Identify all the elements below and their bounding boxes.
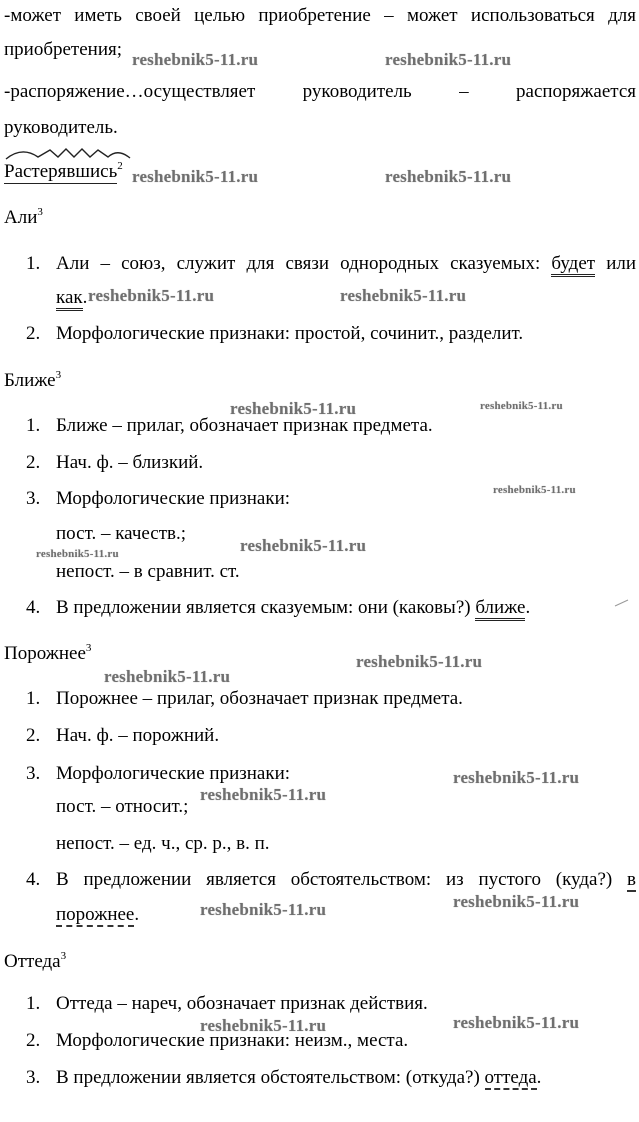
blizhe-item-3-sub-1: пост. – качеств.; [56, 523, 187, 544]
watermark: reshebnik5-11.ru [453, 768, 580, 787]
porozhnee-item-1 [26, 687, 463, 711]
heading-porozhnee [4, 642, 91, 666]
ali-item-2-text: Морфологические признаки: простой, сочинит., разделит. [56, 323, 524, 344]
intro-line-4: руководитель. [4, 117, 118, 138]
otteda-item-3-word: оттеда [484, 1067, 537, 1088]
word-rasteryavshis-mark: 2 [117, 160, 123, 172]
porozhnee-item-3-num: 3. [26, 763, 41, 784]
otteda-item-3 [26, 1066, 541, 1090]
ali-item-1-text: Али – союз, служит для связи однородных сказуемых: [56, 253, 541, 274]
otteda-item-2-text: Морфологические признаки: неизм., места. [56, 1030, 409, 1051]
ali-item-1-end: . [82, 287, 88, 308]
ali-item-1-word-budet: будет [551, 253, 595, 277]
heading-otteda [4, 950, 66, 974]
heading-otteda-mark: 3 [60, 950, 67, 962]
porozhnee-item-4-end: . [134, 904, 140, 925]
watermark: reshebnik5-11.ru [385, 50, 512, 69]
porozhnee-item-3-text: Морфологические признаки: [56, 763, 291, 784]
watermark: reshebnik5-11.ru [230, 399, 357, 418]
otteda-item-1 [26, 992, 428, 1016]
watermark: reshebnik5-11.ru [340, 286, 467, 305]
blizhe-item-4-text: В предложении является сказуемым: они (каковы?) [56, 597, 471, 618]
ali-item-1-mid: или [606, 253, 637, 274]
porozhnee-item-2-num: 2. [26, 725, 41, 746]
otteda-item-1-text: Оттеда – нареч, обозначает признак действия. [56, 993, 428, 1014]
heading-otteda-text: Оттеда [4, 951, 61, 972]
watermark: reshebnik5-11.ru [104, 667, 231, 686]
heading-ali-mark: 3 [37, 206, 43, 218]
watermark: reshebnik5-11.ru [200, 1016, 327, 1035]
heading-porozhnee-mark: 3 [85, 642, 92, 654]
ali-item-2-num: 2. [26, 323, 41, 344]
watermark: reshebnik5-11.ru [36, 548, 119, 560]
blizhe-item-2-num: 2. [26, 452, 41, 473]
watermark: reshebnik5-11.ru [480, 400, 563, 412]
porozhnee-item-4-cont [56, 903, 139, 927]
watermark: reshebnik5-11.ru [356, 652, 483, 671]
heading-porozhnee-text: Порожнее [4, 643, 86, 664]
porozhnee-item-3-sub-1: пост. – относит.; [56, 796, 189, 817]
heading-blizhe-text: Ближе [4, 370, 56, 391]
watermark: reshebnik5-11.ru [132, 50, 259, 69]
watermark: reshebnik5-11.ru [493, 484, 576, 496]
heading-blizhe [4, 369, 61, 393]
heading-blizhe-mark: 3 [55, 369, 62, 381]
porozhnee-item-1-text: Порожнее – прилаг, обозначает признак предмета. [56, 688, 463, 709]
porozhnee-item-2-text: Нач. ф. – порожний. [56, 725, 220, 746]
intro-line-2: приобретения; [4, 39, 123, 60]
porozhnee-item-3-sub-2: непост. – ед. ч., ср. р., в. п. [56, 833, 270, 854]
porozhnee-item-4-word-v: в [627, 869, 636, 890]
blizhe-item-3-num: 3. [26, 488, 41, 509]
pencil-tick-mark [614, 598, 630, 608]
ali-item-1-word-kak: как [56, 287, 83, 311]
porozhnee-item-1-num: 1. [26, 688, 41, 709]
porozhnee-item-2 [26, 724, 219, 748]
otteda-item-1-num: 1. [26, 993, 41, 1014]
blizhe-item-4 [26, 596, 530, 620]
porozhnee-item-4-num: 4. [26, 869, 41, 890]
watermark: reshebnik5-11.ru [453, 1013, 580, 1032]
watermark: reshebnik5-11.ru [200, 900, 327, 919]
blizhe-item-3-sub-2: непост. – в сравнит. ст. [56, 561, 240, 582]
ali-item-2 [26, 322, 523, 346]
blizhe-item-3-text: Морфологические признаки: [56, 488, 291, 509]
blizhe-item-3 [26, 487, 290, 511]
watermark: reshebnik5-11.ru [88, 286, 215, 305]
heading-ali-text: Али [4, 207, 38, 228]
blizhe-item-4-word: ближе [475, 597, 525, 621]
otteda-item-3-text: В предложении является обстоятельством: (откуда?) [56, 1067, 480, 1088]
intro-line-3: -распоряжение…осуществляет руководитель – распоряжается [4, 81, 636, 102]
ali-item-1 [26, 252, 636, 276]
porozhnee-item-4 [26, 868, 636, 892]
watermark: reshebnik5-11.ru [200, 785, 327, 804]
watermark: reshebnik5-11.ru [240, 536, 367, 555]
blizhe-item-1-text: Ближе – прилаг, обозначает признак предмета. [56, 415, 433, 436]
wavy-arc-mark [4, 146, 132, 160]
word-rasteryavshis [4, 160, 123, 184]
otteda-item-3-end: . [536, 1067, 542, 1088]
blizhe-item-2-text: Нач. ф. – близкий. [56, 452, 204, 473]
ali-item-1-cont [56, 286, 87, 310]
watermark: reshebnik5-11.ru [385, 167, 512, 186]
blizhe-item-1-num: 1. [26, 415, 41, 436]
watermark: reshebnik5-11.ru [132, 167, 259, 186]
porozhnee-item-3 [26, 762, 290, 786]
otteda-item-2-num: 2. [26, 1030, 41, 1051]
blizhe-item-4-num: 4. [26, 597, 41, 618]
blizhe-item-4-end: . [525, 597, 531, 618]
porozhnee-item-4-text: В предложении является обстоятельством: из пустого (куда?) [56, 869, 613, 890]
otteda-item-3-num: 3. [26, 1067, 41, 1088]
ali-item-1-num: 1. [26, 253, 41, 274]
word-rasteryavshis-text: Растерявшись [4, 161, 118, 182]
porozhnee-item-4-word-porozhnee: порожнее [56, 904, 135, 925]
blizhe-item-2 [26, 451, 203, 475]
heading-ali [4, 206, 43, 230]
watermark: reshebnik5-11.ru [453, 892, 580, 911]
intro-line-1: -может иметь своей целью приобретение – может использоваться для [4, 5, 636, 26]
